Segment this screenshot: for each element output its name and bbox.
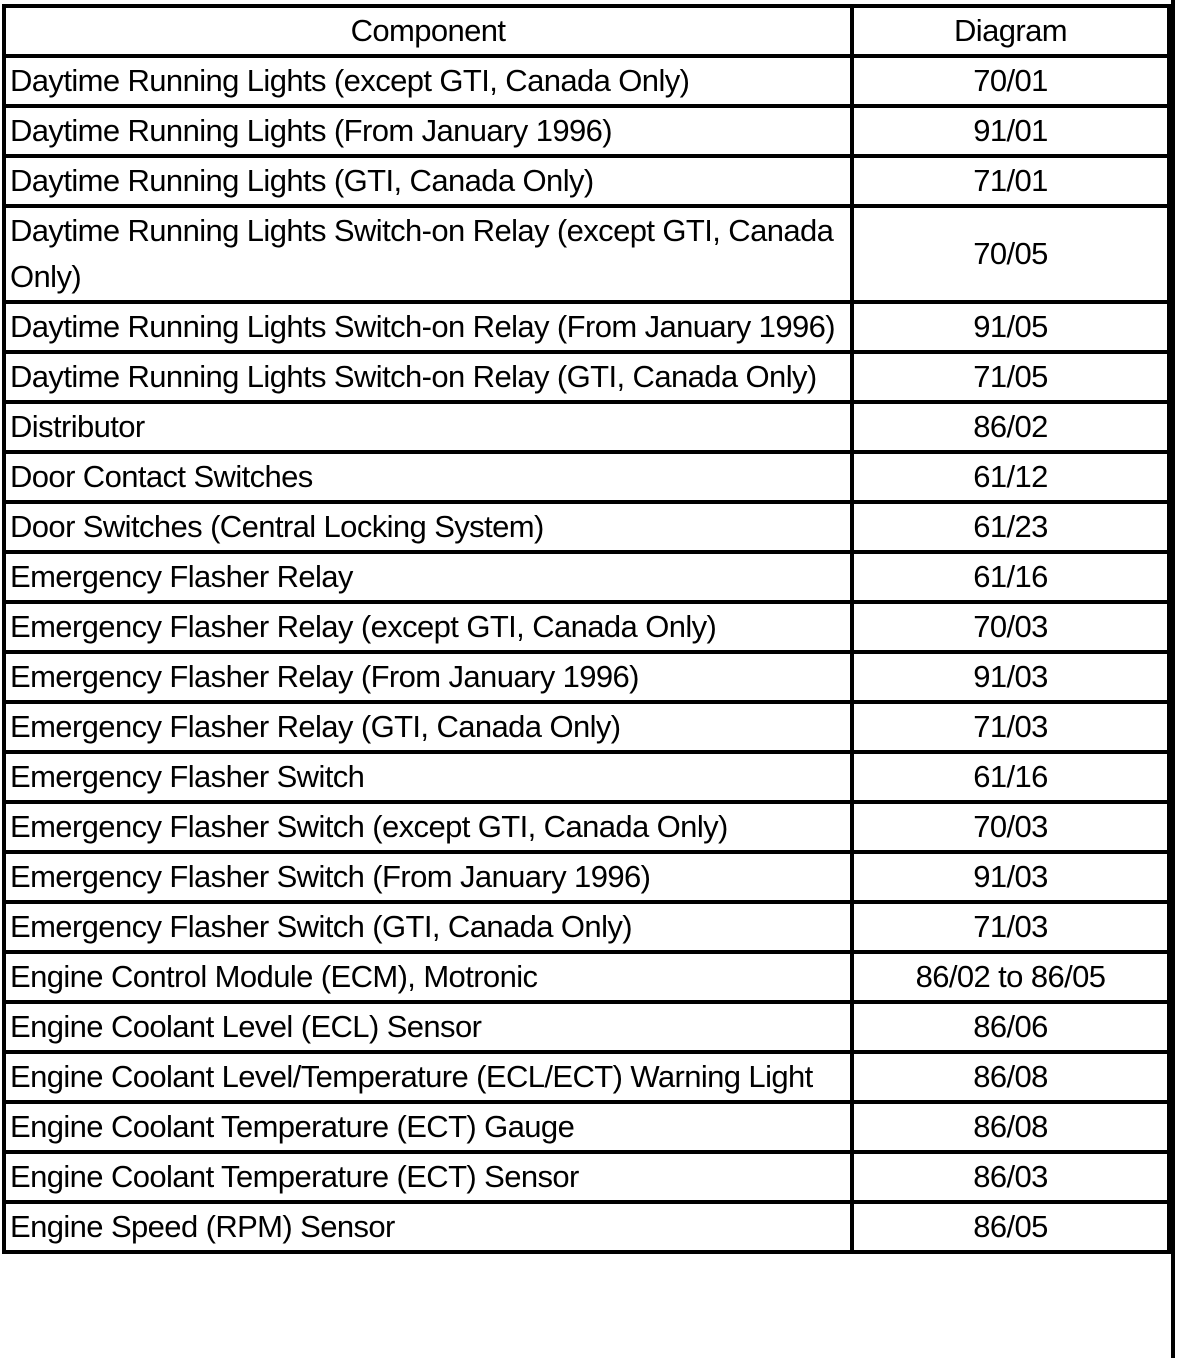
table-row [4, 702, 1169, 752]
diagram-cell: 91/03 [852, 852, 1169, 902]
table-row [4, 156, 1169, 206]
header-row [4, 6, 1169, 56]
component-cell: Door Contact Switches [4, 452, 852, 502]
diagram-cell: 71/01 [852, 156, 1169, 206]
diagram-cell: 70/03 [852, 602, 1169, 652]
table-row [4, 752, 1169, 802]
diagram-cell: 71/05 [852, 352, 1169, 402]
table-row [4, 1002, 1169, 1052]
diagram-cell: 61/23 [852, 502, 1169, 552]
table-row [4, 302, 1169, 352]
table-row [4, 902, 1169, 952]
column-header-diagram: Diagram [852, 6, 1169, 56]
component-cell: Engine Speed (RPM) Sensor [4, 1202, 852, 1252]
component-cell: Door Switches (Central Locking System) [4, 502, 852, 552]
component-cell: Emergency Flasher Relay (From January 1996) [4, 652, 852, 702]
table-body [4, 56, 1169, 1252]
component-cell: Engine Coolant Level (ECL) Sensor [4, 1002, 852, 1052]
component-cell: Daytime Running Lights Switch-on Relay (GTI, Canada Only) [4, 352, 852, 402]
table-row [4, 952, 1169, 1002]
component-cell: Daytime Running Lights Switch-on Relay (except GTI, Canada Only) [4, 206, 852, 302]
component-cell: Engine Coolant Level/Temperature (ECL/ECT) Warning Light [4, 1052, 852, 1102]
table-row [4, 502, 1169, 552]
component-cell: Emergency Flasher Switch (except GTI, Canada Only) [4, 802, 852, 852]
diagram-cell: 86/08 [852, 1052, 1169, 1102]
diagram-cell: 91/01 [852, 106, 1169, 156]
diagram-cell: 91/03 [852, 652, 1169, 702]
column-header-component: Component [4, 6, 852, 56]
component-cell: Daytime Running Lights (From January 1996) [4, 106, 852, 156]
diagram-cell: 71/03 [852, 702, 1169, 752]
component-cell: Daytime Running Lights (GTI, Canada Only) [4, 156, 852, 206]
component-cell: Daytime Running Lights Switch-on Relay (From January 1996) [4, 302, 852, 352]
component-cell: Emergency Flasher Switch [4, 752, 852, 802]
component-cell: Daytime Running Lights (except GTI, Canada Only) [4, 56, 852, 106]
table-row [4, 1052, 1169, 1102]
table-row [4, 452, 1169, 502]
table-row [4, 352, 1169, 402]
diagram-cell: 86/08 [852, 1102, 1169, 1152]
diagram-cell: 86/03 [852, 1152, 1169, 1202]
diagram-cell: 71/03 [852, 902, 1169, 952]
diagram-cell: 61/16 [852, 552, 1169, 602]
component-cell: Engine Coolant Temperature (ECT) Sensor [4, 1152, 852, 1202]
table-row [4, 402, 1169, 452]
diagram-cell: 70/03 [852, 802, 1169, 852]
component-cell: Emergency Flasher Switch (GTI, Canada Only) [4, 902, 852, 952]
component-cell: Engine Coolant Temperature (ECT) Gauge [4, 1102, 852, 1152]
table-row [4, 1102, 1169, 1152]
table-row [4, 1202, 1169, 1252]
diagram-cell: 86/05 [852, 1202, 1169, 1252]
diagram-cell: 70/05 [852, 206, 1169, 302]
diagram-cell: 86/02 [852, 402, 1169, 452]
table-row [4, 652, 1169, 702]
component-cell: Engine Control Module (ECM), Motronic [4, 952, 852, 1002]
diagram-cell: 61/16 [852, 752, 1169, 802]
table-row [4, 852, 1169, 902]
component-diagram-table [2, 4, 1171, 1254]
diagram-cell: 91/05 [852, 302, 1169, 352]
component-cell: Emergency Flasher Relay (except GTI, Canada Only) [4, 602, 852, 652]
table-row [4, 552, 1169, 602]
table-row [4, 206, 1169, 302]
table-row [4, 602, 1169, 652]
diagram-cell: 70/01 [852, 56, 1169, 106]
table-row [4, 1152, 1169, 1202]
diagram-cell: 86/06 [852, 1002, 1169, 1052]
table-row [4, 56, 1169, 106]
diagram-cell: 86/02 to 86/05 [852, 952, 1169, 1002]
component-cell: Emergency Flasher Relay (GTI, Canada Only) [4, 702, 852, 752]
component-cell: Emergency Flasher Switch (From January 1996) [4, 852, 852, 902]
right-border-line [1171, 0, 1175, 1358]
table-row [4, 106, 1169, 156]
component-cell: Distributor [4, 402, 852, 452]
table-row [4, 802, 1169, 852]
component-cell: Emergency Flasher Relay [4, 552, 852, 602]
diagram-cell: 61/12 [852, 452, 1169, 502]
